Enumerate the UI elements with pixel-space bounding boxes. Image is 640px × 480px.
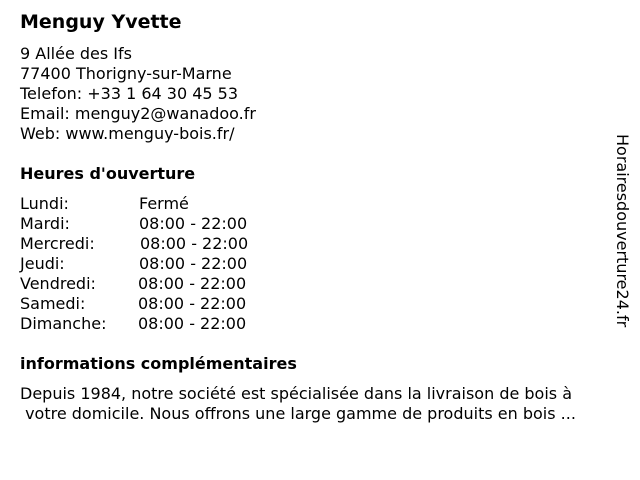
time-value: 08:00 - 22:00 — [140, 234, 249, 253]
time-value: 08:00 - 22:00 — [138, 294, 247, 313]
opening-hours-table — [20, 194, 300, 334]
street-address: 9 Allée des Ifs — [20, 44, 132, 63]
time-value: 08:00 - 22:00 — [139, 214, 248, 233]
time-value: Fermé — [139, 194, 189, 213]
phone-line: Telefon: +33 1 64 30 45 53 — [20, 84, 239, 103]
day-label: Lundi: — [20, 194, 69, 213]
hours-row-thursday — [20, 254, 300, 274]
day-label: Mercredi: — [20, 234, 95, 253]
city-address: 77400 Thorigny-sur-Marne — [20, 64, 232, 83]
info-heading: informations complémentaires — [20, 354, 297, 373]
day-label: Dimanche: — [20, 314, 107, 333]
hours-heading: Heures d'ouverture — [20, 164, 196, 183]
hours-row-monday — [20, 194, 300, 214]
time-value: 08:00 - 22:00 — [138, 314, 247, 333]
info-line-2: votre domicile. Nous offrons une large gamme de produits en bois ... — [20, 404, 576, 423]
time-value: 08:00 - 22:00 — [138, 274, 247, 293]
info-line-1: Depuis 1984, notre société est spécialisée dans la livraison de bois à — [20, 384, 573, 403]
day-label: Mardi: — [20, 214, 70, 233]
hours-row-tuesday — [20, 214, 300, 234]
hours-row-sunday — [20, 314, 300, 334]
email-line: Email: menguy2@wanadoo.fr — [20, 104, 256, 123]
hours-row-wednesday — [20, 234, 300, 254]
hours-row-friday — [20, 274, 300, 294]
site-watermark: Horairesdouverture24.fr — [613, 134, 632, 328]
day-label: Samedi: — [20, 294, 86, 313]
business-name: Menguy Yvette — [20, 11, 182, 33]
time-value: 08:00 - 22:00 — [139, 254, 248, 273]
address-block — [20, 44, 256, 144]
day-label: Jeudi: — [20, 254, 65, 273]
info-description — [20, 384, 640, 424]
hours-row-saturday — [20, 294, 300, 314]
day-label: Vendredi: — [20, 274, 96, 293]
web-line: Web: www.menguy-bois.fr/ — [20, 124, 235, 143]
